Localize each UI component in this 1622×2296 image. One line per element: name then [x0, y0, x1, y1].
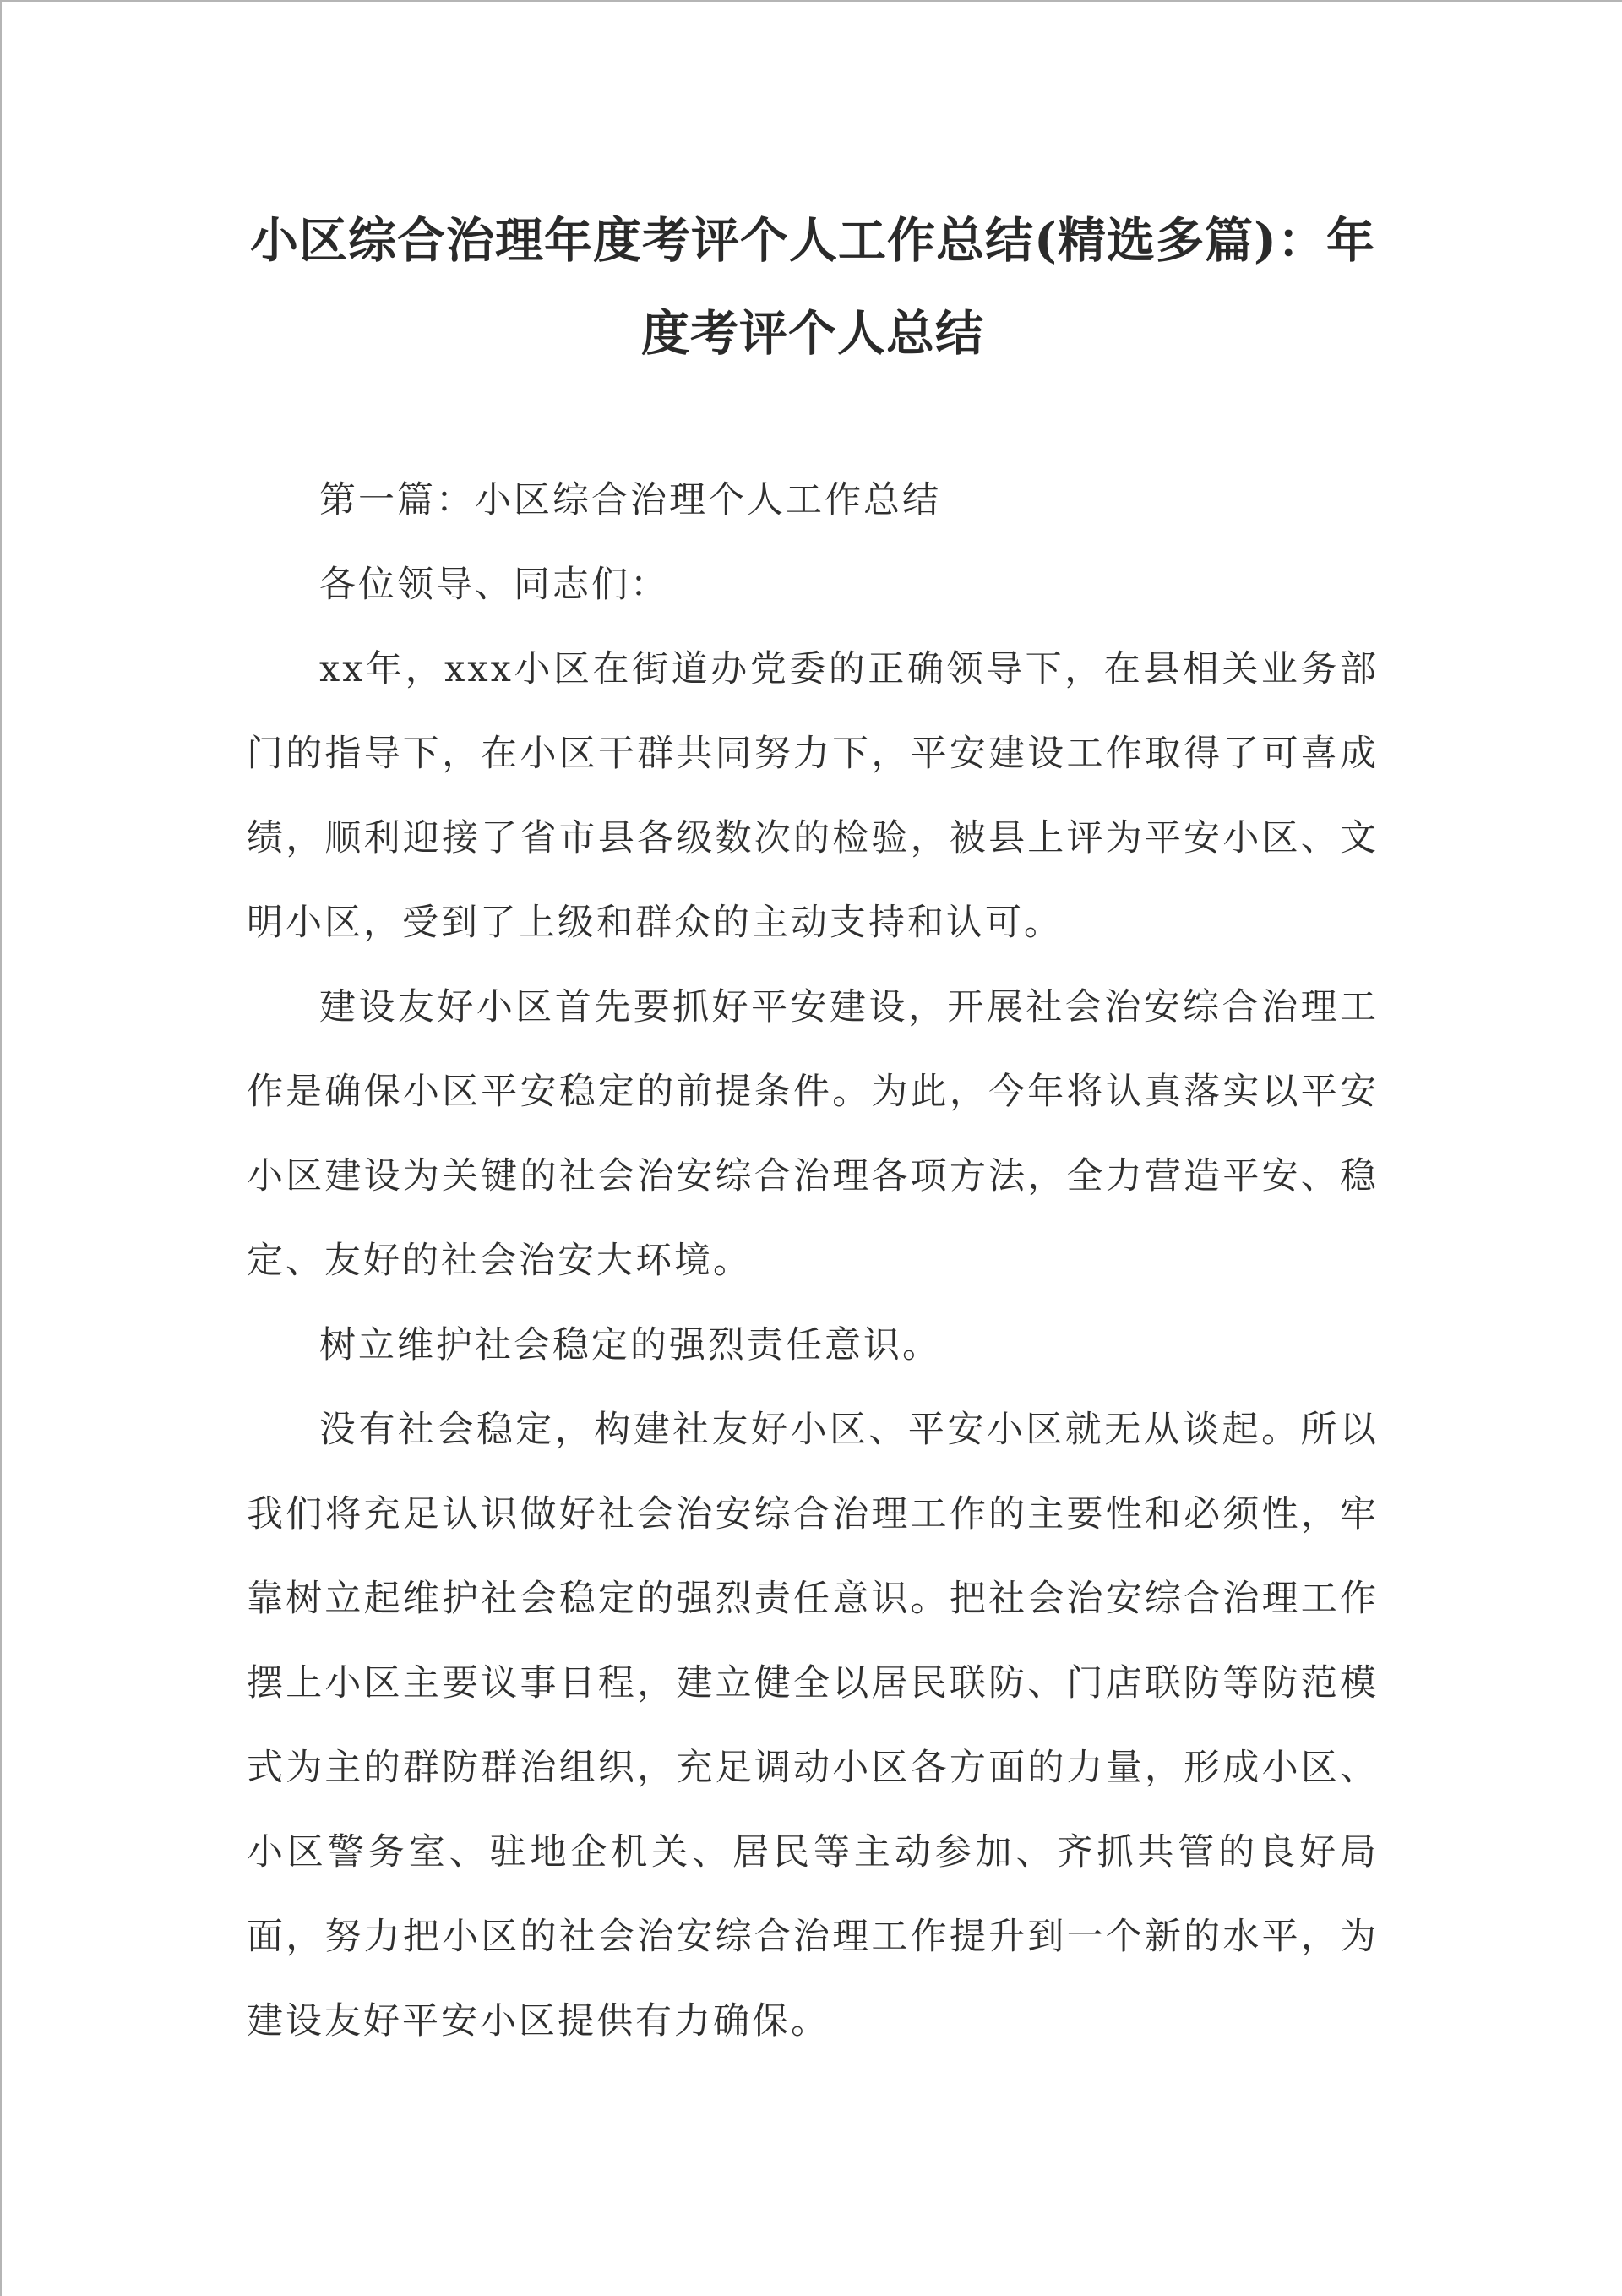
- section-heading: 第一篇：小区综合治理个人工作总结: [319, 479, 941, 521]
- body-paragraph: 建设友好小区首先要抓好平安建设，开展社会治安综合治理工作是确保小区平安稳定的前提条件。为此，今年将认真落实以平安小区建设为关键的社会治安综合治理各项方法，全力营造平安、稳定、友好的社会治安大环境。: [247, 986, 1379, 1282]
- body-paragraph: xx年，xxx小区在街道办党委的正确领导下，在县相关业务部门的指导下，在小区干群共同努力下，平安建设工作取得了可喜成绩，顺利迎接了省市县各级数次的检验，被县上评为平安小区、文明小区，受到了上级和群众的主动支持和认可。: [247, 648, 1379, 944]
- body-paragraph: 没有社会稳定，构建社友好小区、平安小区就无从谈起。所以我们将充足认识做好社会治安综合治理工作的主要性和必须性，牢靠树立起维护社会稳定的强烈责任意识。把社会治安综合治理工作摆上小区主要议事日程，建立健全以居民联防、门店联防等防范模式为主的群防群治组织，充足调动小区各方面的力量，形成小区、小区警务室、驻地企机关、居民等主动参加、齐抓共管的良好局面，努力把小区的社会治安综合治理工作提升到一个新的水平，为建设友好平安小区提供有力确保。: [247, 1409, 1379, 2042]
- salutation: 各位领导、同志们：: [319, 564, 669, 606]
- document-title: 小区综合治理年度考评个人工作总结(精选多篇)：年度考评个人总结: [250, 212, 1375, 362]
- body-paragraph: 树立维护社会稳定的强烈责任意识。: [319, 1324, 941, 1366]
- document-body: [247, 458, 1379, 2064]
